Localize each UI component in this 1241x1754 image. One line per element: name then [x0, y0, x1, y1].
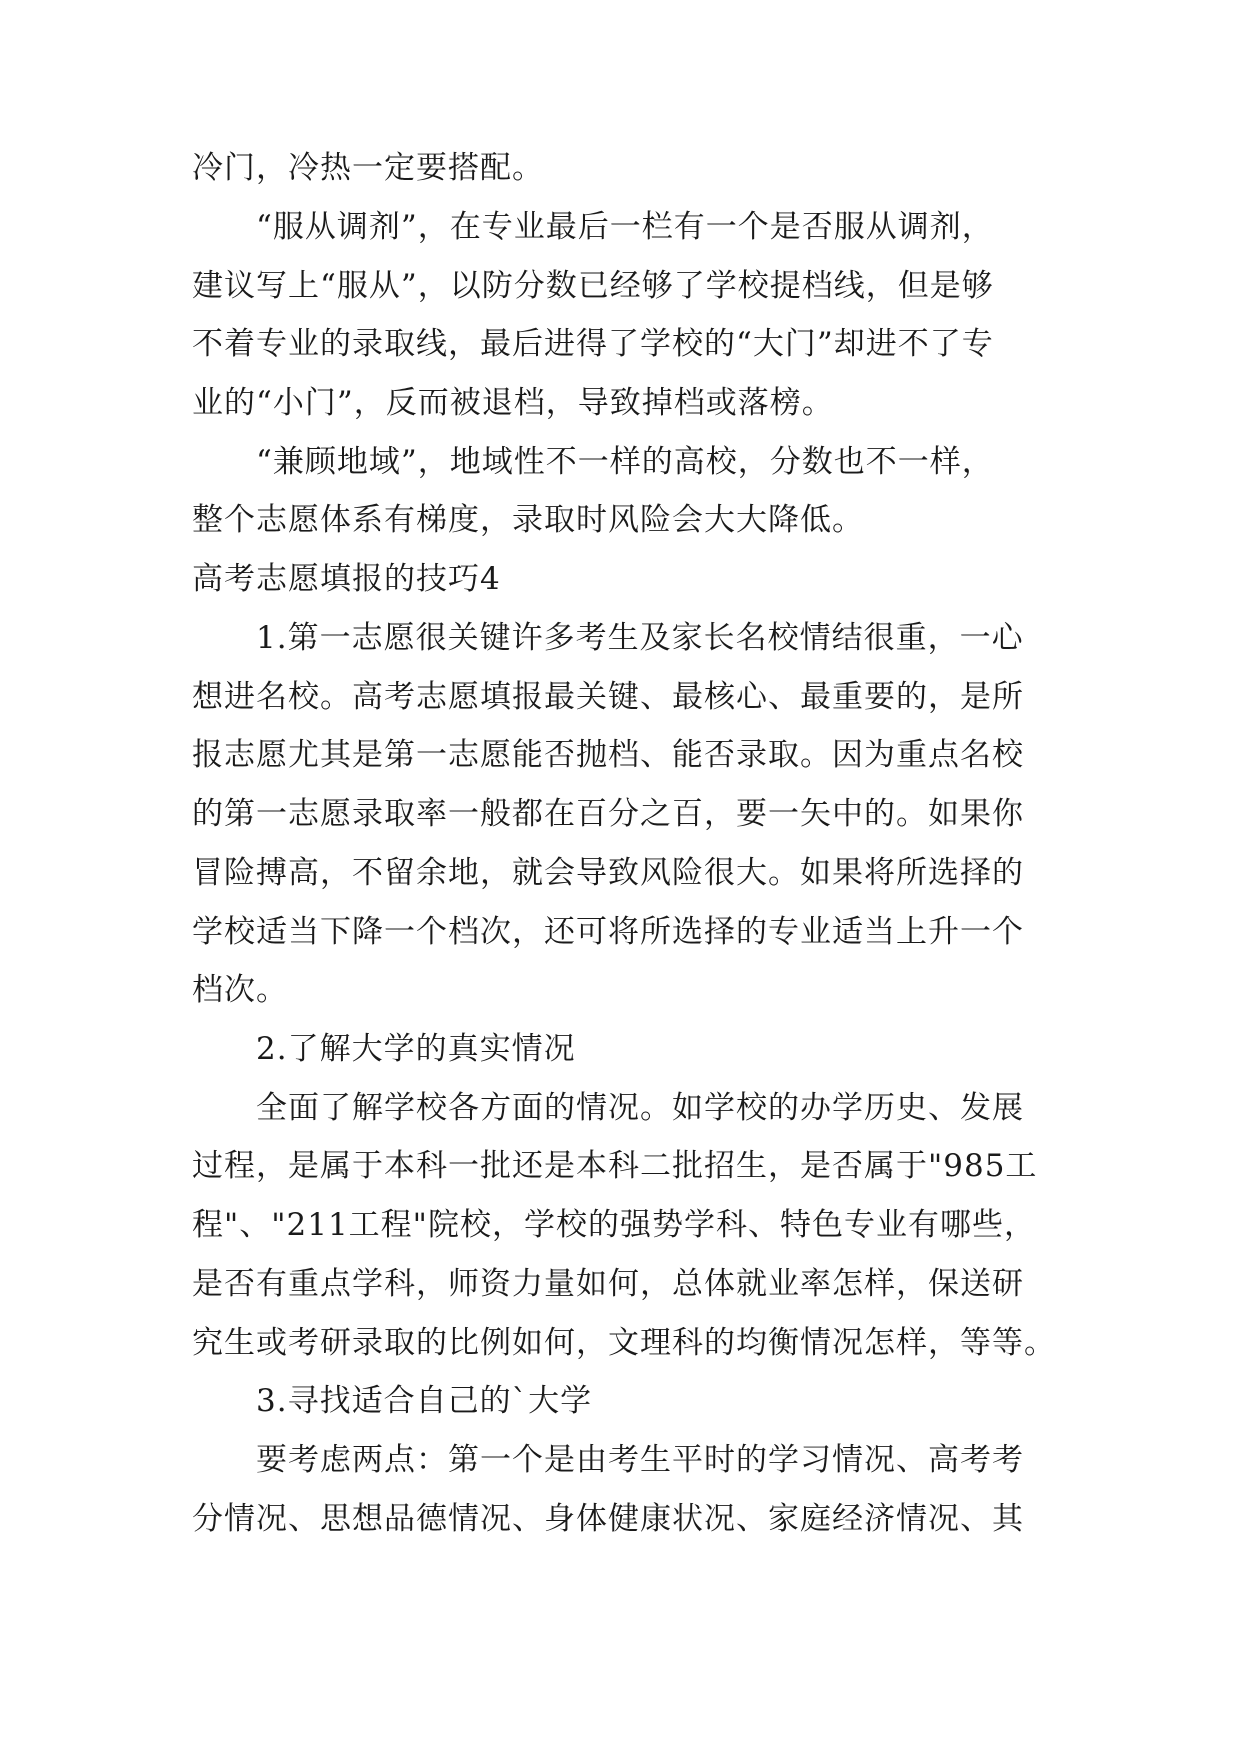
- section-heading: 高考志愿填报的技巧4: [192, 561, 501, 597]
- text-line: 报志愿尤其是第一志愿能否抛档、能否录取。因为重点名校: [192, 737, 1024, 773]
- text-line: 建议写上“服从”，以防分数已经够了学校提档线，但是够: [192, 268, 994, 304]
- text-line: 档次。: [192, 972, 288, 1008]
- text-line: 全面了解学校各方面的情况。如学校的办学历史、发展: [256, 1090, 1024, 1126]
- text-line: 过程，是属于本科一批还是本科二批招生，是否属于"985工: [192, 1148, 1038, 1184]
- text-line: 业的“小门”，反而被退档，导致掉档或落榜。: [192, 385, 834, 421]
- subsection-heading: 2.了解大学的真实情况: [256, 1031, 576, 1067]
- text-line: 程"、"211工程"院校，学校的强势学科、特色专业有哪些，: [192, 1207, 1036, 1243]
- text-line: 不着专业的录取线，最后进得了学校的“大门”却进不了专: [192, 326, 994, 362]
- text-line: 整个志愿体系有梯度，录取时风险会大大降低。: [192, 502, 864, 538]
- text-line: 冒险搏高，不留余地，就会导致风险很大。如果将所选择的: [192, 855, 1024, 891]
- text-line: 学校适当下降一个档次，还可将所选择的专业适当上升一个: [192, 914, 1024, 950]
- text-line: 要考虑两点：第一个是由考生平时的学习情况、高考考: [256, 1442, 1024, 1478]
- text-line: 想进名校。高考志愿填报最关键、最核心、最重要的，是所: [192, 679, 1024, 715]
- text-line: 是否有重点学科，师资力量如何，总体就业率怎样，保送研: [192, 1266, 1024, 1302]
- text-line: 究生或考研录取的比例如何，文理科的均衡情况怎样，等等。: [192, 1325, 1056, 1361]
- text-line: 冷门，冷热一定要搭配。: [192, 150, 544, 186]
- text-line: 分情况、思想品德情况、身体健康状况、家庭经济情况、其: [192, 1501, 1024, 1537]
- text-line: “兼顾地域”，地域性不一样的高校，分数也不一样，: [256, 444, 994, 480]
- text-line: 1.第一志愿很关键许多考生及家长名校情结很重，一心: [256, 620, 1024, 656]
- text-line: 的第一志愿录取率一般都在百分之百，要一矢中的。如果你: [192, 796, 1024, 832]
- subsection-heading: 3.寻找适合自己的`大学: [256, 1383, 593, 1419]
- text-line: “服从调剂”，在专业最后一栏有一个是否服从调剂，: [256, 209, 994, 245]
